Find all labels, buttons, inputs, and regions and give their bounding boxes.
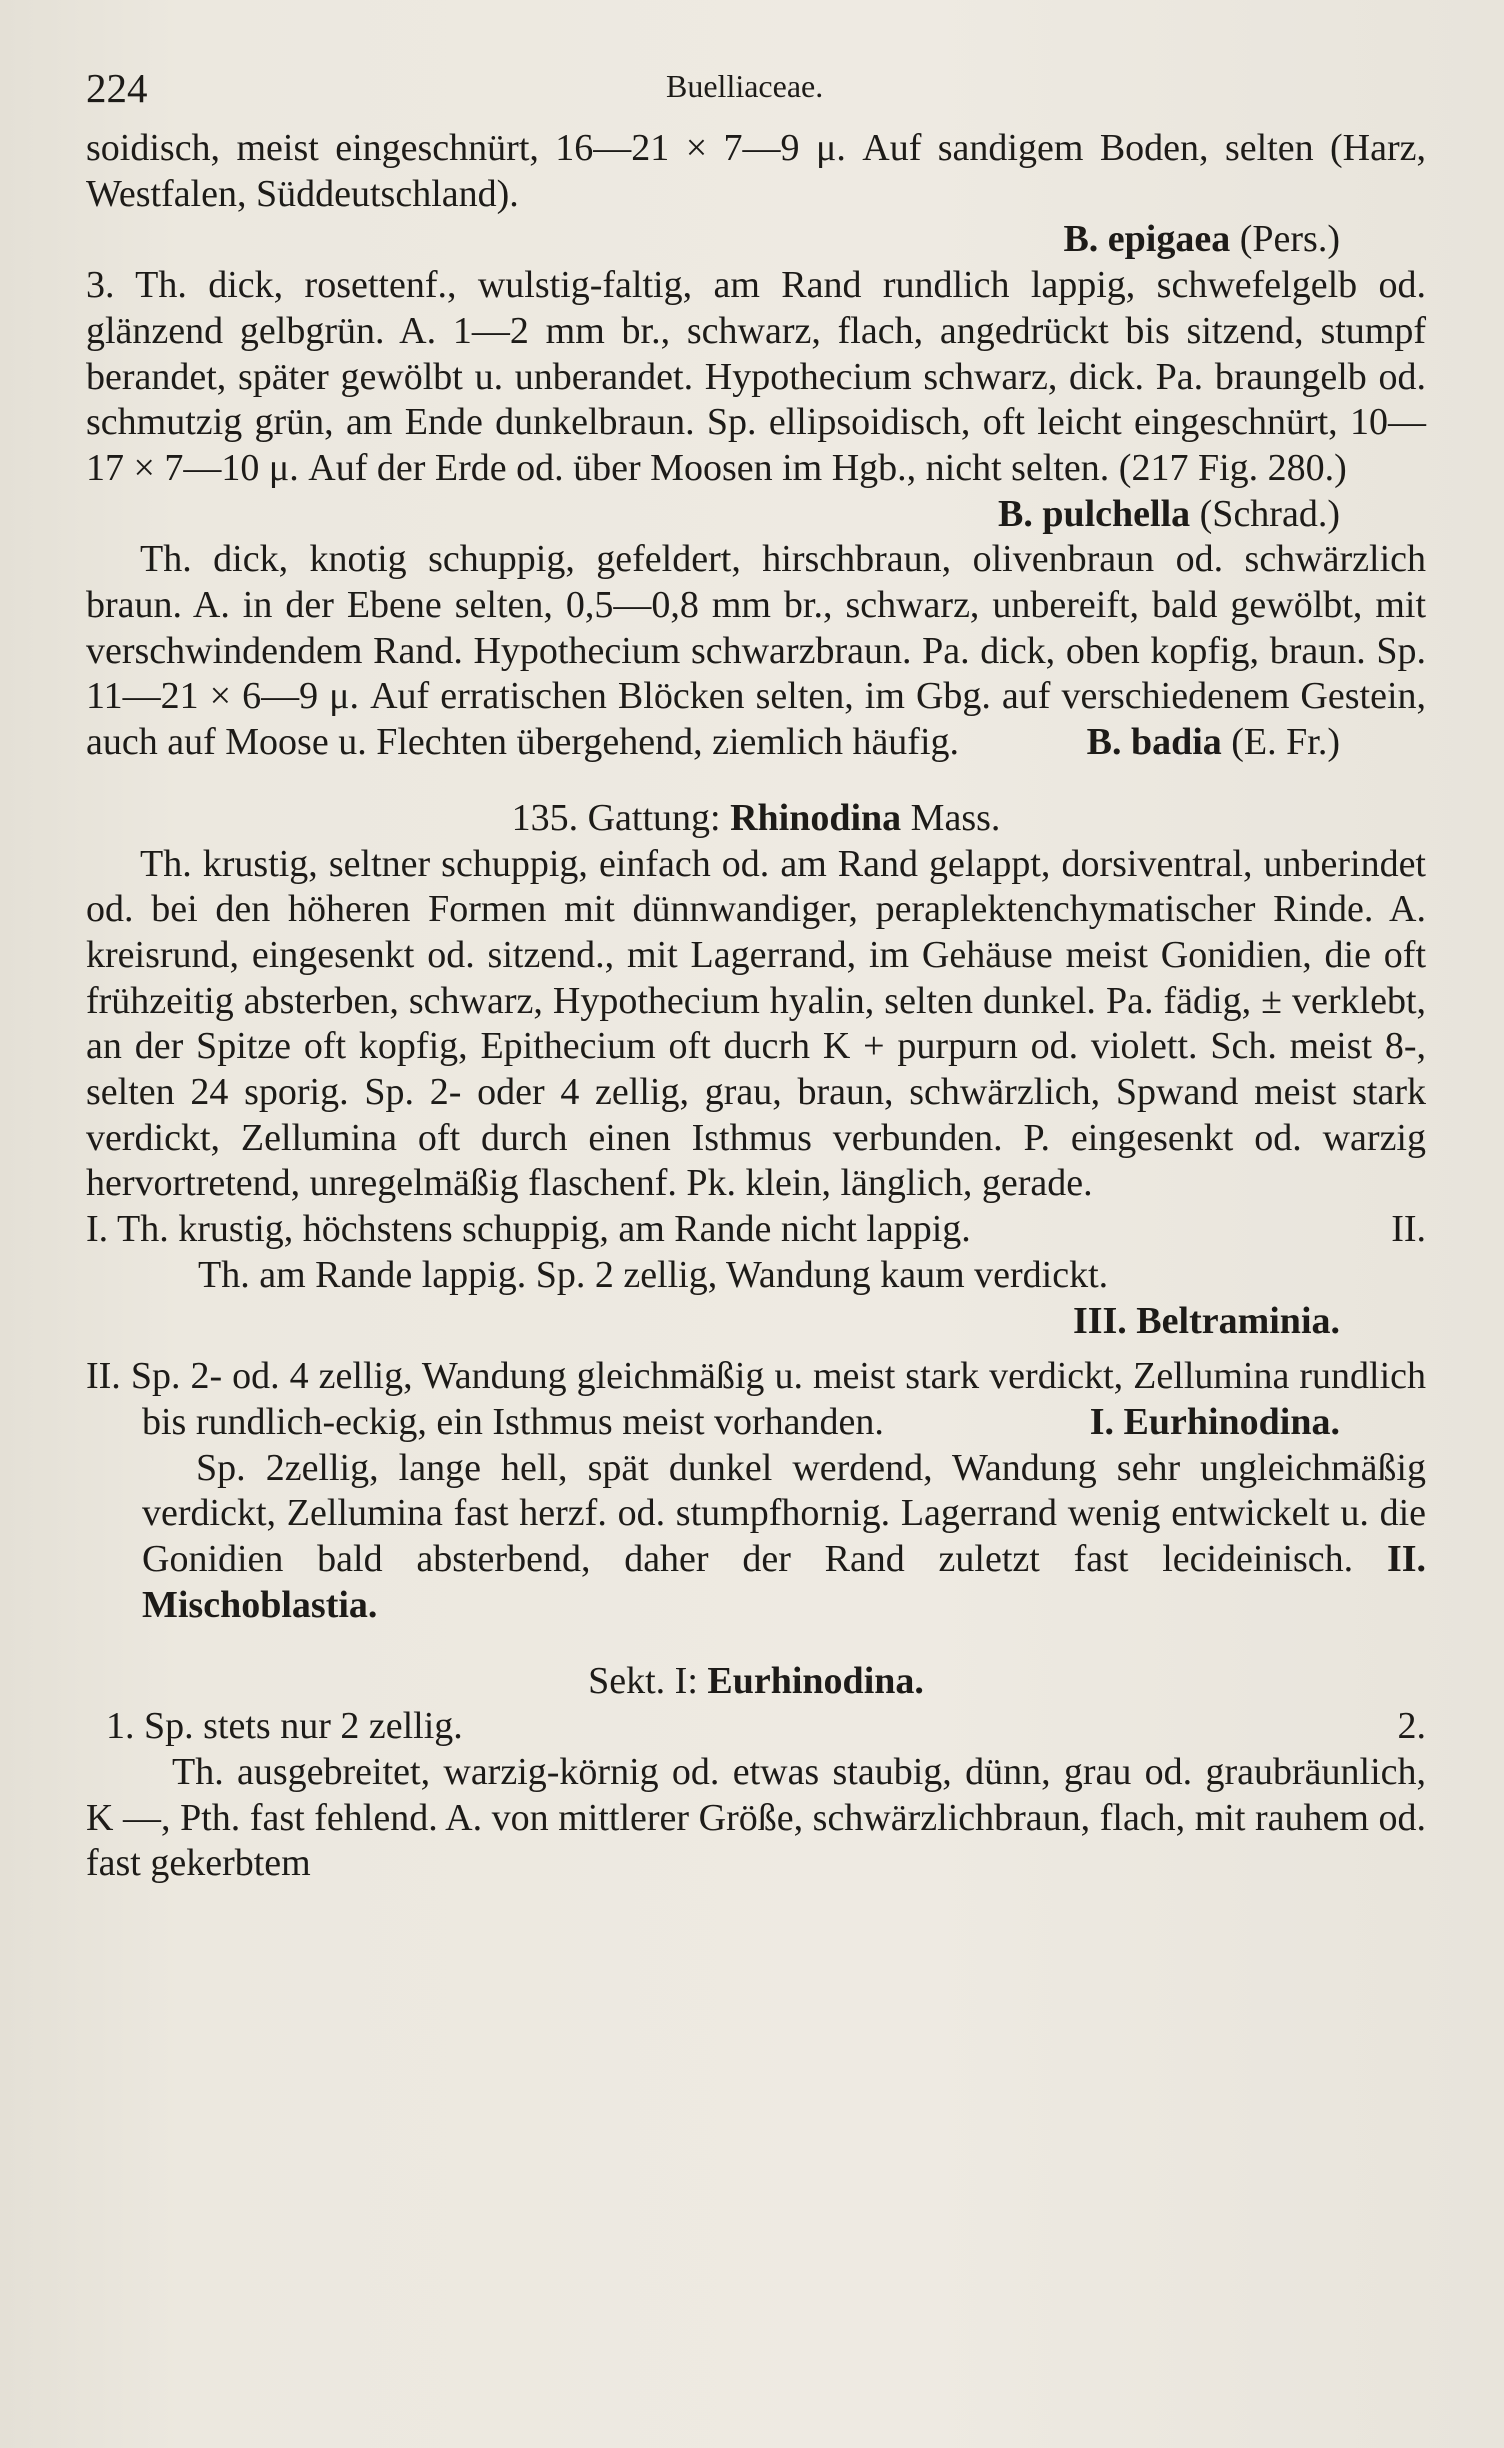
key-text: Sp. stets nur 2 zellig.	[144, 1705, 463, 1748]
page-body	[86, 126, 1426, 1887]
species-key-1	[86, 1704, 1426, 1750]
running-head: Buelliaceae.	[666, 68, 824, 104]
genus-heading-prefix: 135. Gattung:	[511, 796, 731, 839]
genus-author: Mass.	[901, 796, 1001, 839]
species-key-1-alternative: Th. ausgebreitet, warzig-körnig od. etwas staubig, dünn, grau od. graubräunlich, K —, Pth. fast fehlend. A. von mittlerer Größe, schwärzlichbraun, flach, mit rauhem od. fast gekerbtem	[86, 1750, 1426, 1885]
key-label: II.	[86, 1355, 121, 1398]
section-key-II-alternative	[86, 1446, 1426, 1629]
key-goto: 2.	[1397, 1705, 1426, 1748]
section-key-I	[86, 1207, 1426, 1253]
section-heading-prefix: Sekt. I:	[588, 1659, 708, 1702]
genus-heading	[86, 796, 1426, 842]
key-text: Sp. 2zellig, lange hell, spät dunkel werdend, Wandung sehr ungleichmäßig verdickt, Zellumina fast herzf. od. stumpfhornig. Lagerrand wenig entwickelt u. die Gonidien bald absterbend, daher der Rand zuletzt fast lecideinisch.	[142, 1446, 1426, 1581]
key-couplet-3-alternative: Th. dick, knotig schuppig, gefeldert, hirschbraun, olivenbraun od. schwärzlich braun. A. in der Ebene selten, 0,5—0,8 mm br., schwarz, unbereift, bald gewölbt, mit verschwindendem Rand. Hypothecium schwarzbraun. Pa. dick, oben kopfig, braun. Sp. 11—21 × 6—9 μ. Auf erratischen Blöcken selten, im Gbg. auf verschiedenem Gestein, auch auf Moose u. Flechten übergehend, ziemlich häufig.	[86, 538, 1426, 764]
section-heading-name: Eurhinodina.	[707, 1659, 924, 1702]
section-name: III. Beltraminia.	[1072, 1299, 1340, 1342]
key-entry	[86, 1207, 971, 1253]
section-key-I-alt-result	[86, 1299, 1426, 1345]
key-continuation-text: soidisch, meist eingeschnürt, 16—21 × 7—9 μ. Auf sandigem Boden, selten (Harz, Westfalen, Süddeutschland).	[86, 127, 1426, 215]
key-entry	[86, 1704, 463, 1750]
section-key-I-alternative: Th. am Rande lappig. Sp. 2 zellig, Wandung kaum verdickt.	[198, 1253, 1109, 1296]
key-label: 1.	[106, 1705, 135, 1748]
section-name: II. Mischoblastia.	[142, 1538, 1427, 1626]
key-result-epigaea	[86, 217, 1426, 263]
genus-name: Rhinodina	[730, 796, 902, 839]
key-text: Sp. 2- od. 4 zellig, Wandung gleichmäßig u. meist stark verdickt, Zellumina rundlich bis rundlich-eckig, ein Isthmus meist vorhanden.	[130, 1355, 1427, 1443]
key-label: I.	[86, 1208, 109, 1251]
taxon-author: (Pers.)	[1230, 218, 1340, 261]
key-goto: II.	[1391, 1208, 1426, 1251]
section-name: I. Eurhinodina.	[1089, 1401, 1340, 1444]
section-heading	[86, 1659, 1426, 1705]
key-text: Th. krustig, höchstens schuppig, am Rande nicht lappig.	[116, 1208, 971, 1251]
key-result-pulchella	[86, 492, 1426, 538]
taxon-author: (Schrad.)	[1190, 492, 1340, 535]
taxon-name: B. pulchella	[998, 492, 1191, 535]
genus-description: Th. krustig, seltner schuppig, einfach od. am Rand gelappt, dorsiventral, unberindet od. bei den höheren Formen mit dünnwandiger, peraplektenchymatischer Rinde. A. kreisrund, eingesenkt od. sitzend., mit Lagerrand, im Gehäuse meist Gonidien, die oft frühzeitig absterben, schwarz, Hypothecium hyalin, selten dunkel. Pa. fädig, ± verklebt, an der Spitze oft kopfig, Epithecium oft ducrh K + purpurn od. violett. Sch. meist 8-, selten 24 sporig. Sp. 2- oder 4 zellig, grau, braun, schwärzlich, Spwand meist stark verdickt, Zellumina oft durch einen Isthmus verbunden. P. eingesenkt od. warzig hervortretend, unregelmäßig flaschenf. Pk. klein, länglich, gerade.	[86, 842, 1426, 1205]
taxon-author: (E. Fr.)	[1221, 721, 1340, 764]
taxon-name: B. badia	[1086, 721, 1222, 764]
page-header	[86, 64, 1426, 114]
page-number: 224	[86, 65, 148, 111]
key-couplet-3: 3. Th. dick, rosettenf., wulstig-faltig, am Rand rundlich lappig, schwefelgelb od. glänzend gelbgrün. A. 1—2 mm br., schwarz, flach, angedrückt bis sitzend, stumpf berandet, später gewölbt u. unberandet. Hypothecium schwarz, dick. Pa. braungelb od. schmutzig grün, am Ende dunkelbraun. Sp. ellipsoidisch, oft leicht eingeschnürt, 10—17 × 7—10 μ. Auf der Erde od. über Moosen im Hgb., nicht selten. (217 Fig. 280.)	[86, 264, 1426, 489]
taxon-name: B. epigaea	[1063, 218, 1231, 261]
